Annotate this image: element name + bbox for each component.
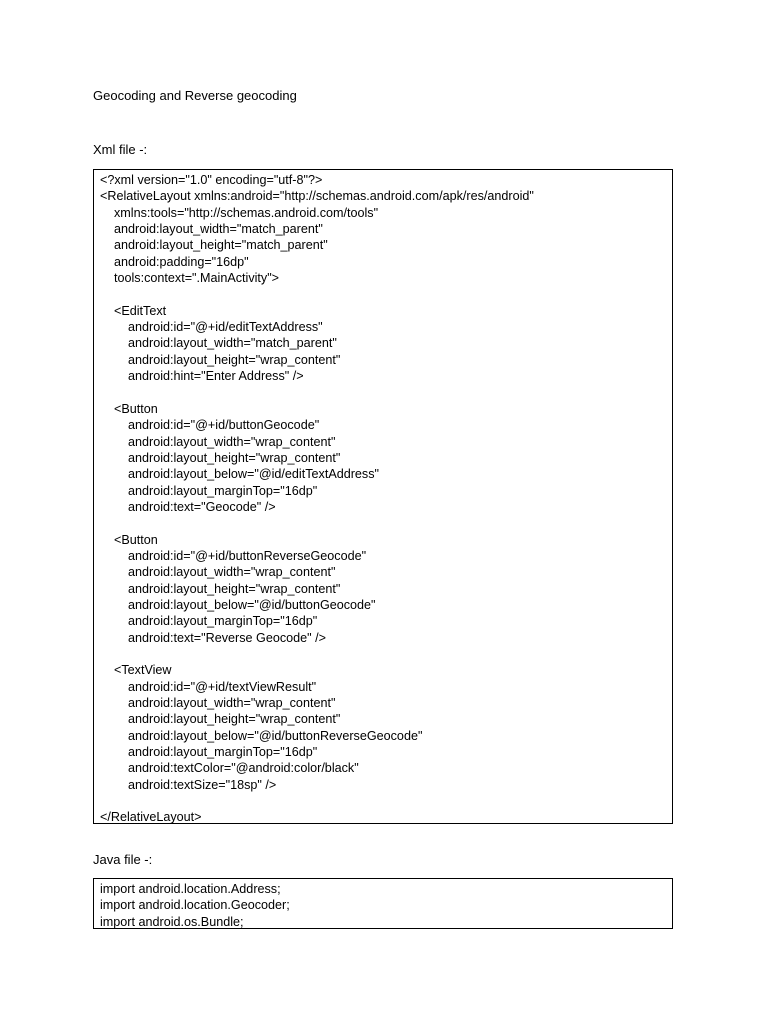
code-line: android:layout_below="@id/buttonReverseGeocode" [100,728,423,743]
code-line: android:layout_width="wrap_content" [100,696,336,710]
code-line: import android.location.Geocoder; [100,898,290,913]
code-line: android:layout_width="wrap_content" [100,434,336,449]
code-line [100,646,672,662]
code-line: android:id="@+id/buttonReverseGeocode" [100,548,367,563]
code-line [100,384,672,400]
code-line: android:layout_height="match_parent" [100,238,328,253]
code-line: <RelativeLayout xmlns:android="http://schemas.android.com/apk/res/android" [100,189,534,204]
code-line: android:layout_marginTop="16dp" [100,614,318,629]
code-line: android:layout_below="@id/editTextAddress" [100,467,379,482]
code-line: <EditText [100,303,167,318]
code-line: android:id="@+id/textViewResult" [100,679,317,694]
code-line: <Button [100,532,158,547]
java-code-box [93,878,673,929]
code-line: android:id="@+id/buttonGeocode" [100,418,320,433]
code-line: <?xml version="1.0" encoding="utf-8"?> [100,173,323,187]
code-line: tools:context=".MainActivity"> [100,271,280,286]
code-line [100,515,672,531]
code-line: android:layout_below="@id/buttonGeocode" [100,597,376,612]
code-line: import android.location.Address; [100,882,281,896]
code-line: android:layout_height="wrap_content" [100,352,341,367]
code-line: <TextView [100,663,172,678]
code-line: android:padding="16dp" [100,254,249,269]
code-line: android:id="@+id/editTextAddress" [100,320,323,335]
code-line: android:layout_height="wrap_content" [100,450,341,465]
code-line: android:layout_width="match_parent" [100,336,337,351]
code-line: android:text="Reverse Geocode" /> [100,630,326,645]
code-line: <Button [100,401,158,416]
code-line: </RelativeLayout> [100,810,202,825]
code-line: import android.os.Bundle; [100,914,244,929]
code-line: android:layout_marginTop="16dp" [100,483,318,498]
xml-code-box [93,169,673,824]
code-line: android:textSize="18sp" /> [100,777,277,792]
code-line: android:layout_height="wrap_content" [100,581,341,596]
code-line: android:textColor="@android:color/black" [100,761,359,776]
code-line: xmlns:tools="http://schemas.android.com/tools" [100,205,379,220]
code-line: android:text="Geocode" /> [100,499,276,514]
document-title: Geocoding and Reverse geocoding [93,88,297,103]
code-line: android:hint="Enter Address" /> [100,369,304,384]
code-line [100,286,672,302]
java-section-label: Java file -: [93,852,153,867]
code-line: android:layout_height="wrap_content" [100,712,341,727]
code-line: android:layout_marginTop="16dp" [100,745,318,760]
xml-section-label: Xml file -: [93,142,148,157]
code-line: android:layout_width="match_parent" [100,222,323,237]
code-line: android:layout_width="wrap_content" [100,565,336,580]
code-line [100,793,672,809]
